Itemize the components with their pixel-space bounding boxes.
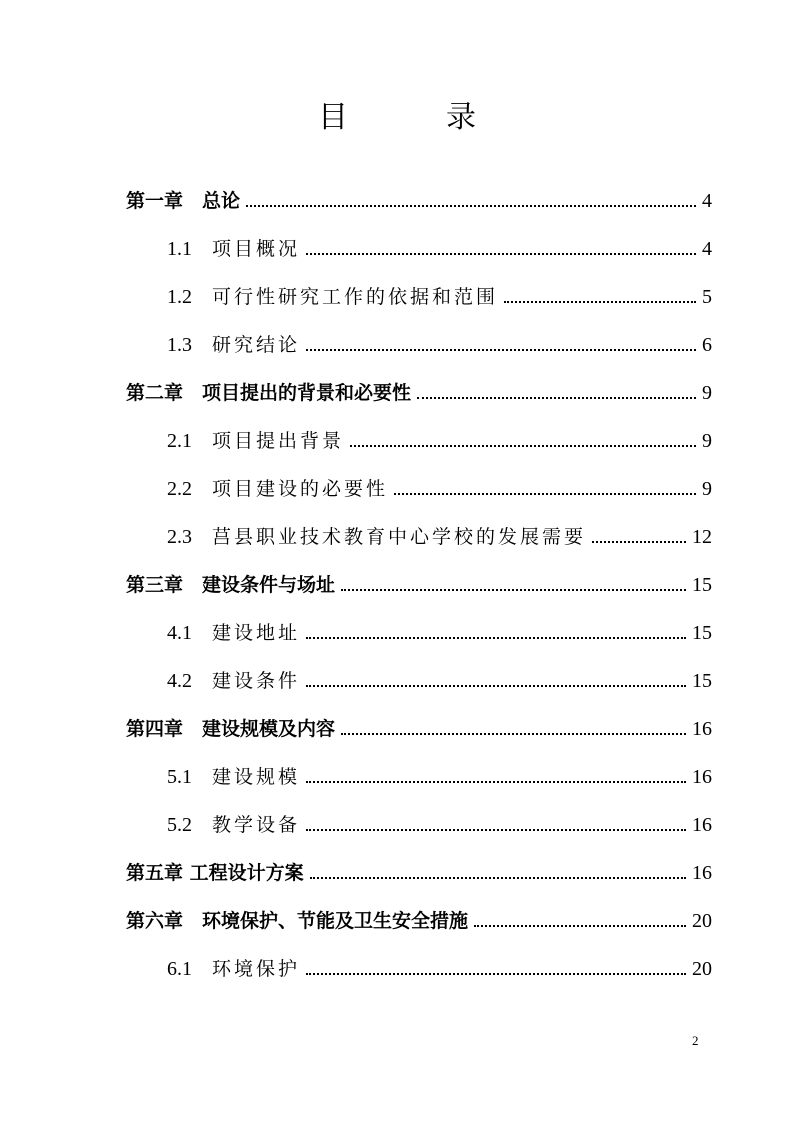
toc-chapter-row[interactable] <box>126 710 712 740</box>
toc-section-number: 5.1 <box>167 766 192 788</box>
toc-leader-dots <box>504 301 696 303</box>
toc-chapter-row[interactable] <box>126 374 712 404</box>
toc-section-number: 6.1 <box>167 958 192 980</box>
toc-page-number: 4 <box>702 238 712 260</box>
toc-page-number: 16 <box>692 718 712 740</box>
toc-leader-dots <box>306 253 696 255</box>
toc-section-row[interactable] <box>167 422 712 452</box>
toc-section-title: 项目提出背景 <box>212 430 345 452</box>
toc-leader-dots <box>306 637 686 639</box>
toc-section-title: 建设条件 <box>212 670 301 692</box>
toc-entry-label: 第五章 工程设计方案 <box>126 862 304 884</box>
toc-entry-label <box>167 238 300 260</box>
toc-entry-label <box>167 670 300 692</box>
toc-entry-label <box>167 814 300 836</box>
toc-entry-label <box>167 478 388 500</box>
toc-page-number: 9 <box>702 382 712 404</box>
toc-leader-dots <box>341 589 686 591</box>
toc-section-title: 环境保护 <box>212 958 301 980</box>
toc-entry-label: 第三章 建设条件与场址 <box>126 574 336 596</box>
page-number: 2 <box>692 1033 699 1048</box>
toc-section-title: 教学设备 <box>212 814 301 836</box>
toc-page-number: 4 <box>702 190 712 212</box>
toc-leader-dots <box>341 733 686 735</box>
toc-entry-label: 第四章 建设规模及内容 <box>126 718 336 740</box>
toc-page-number: 15 <box>692 670 712 692</box>
toc-section-row[interactable] <box>167 806 712 836</box>
toc-leader-dots <box>394 493 696 495</box>
toc-entry-label <box>167 622 300 644</box>
toc-entry-label: 第二章 项目提出的背景和必要性 <box>126 382 412 404</box>
toc-entry-label: 第一章 总论 <box>126 190 241 212</box>
toc-section-number: 2.3 <box>167 526 192 548</box>
toc-page-number: 15 <box>692 574 712 596</box>
toc-page-number: 20 <box>692 958 712 980</box>
toc-entry-label <box>167 286 498 308</box>
toc-entry-label <box>167 430 344 452</box>
toc-section-number: 4.2 <box>167 670 192 692</box>
toc-page-number: 5 <box>702 286 712 308</box>
toc-section-row[interactable] <box>167 662 712 692</box>
toc-section-row[interactable] <box>167 758 712 788</box>
toc-section-number: 1.2 <box>167 286 192 308</box>
toc-section-number: 2.2 <box>167 478 192 500</box>
toc-page-number: 16 <box>692 862 712 884</box>
toc-leader-dots <box>306 685 686 687</box>
toc-section-row[interactable] <box>167 518 712 548</box>
toc-leader-dots <box>306 829 686 831</box>
toc-page-number: 9 <box>702 430 712 452</box>
toc-entry-label <box>167 334 300 356</box>
toc-chapter-row[interactable] <box>126 902 712 932</box>
toc-section-row[interactable] <box>167 326 712 356</box>
toc-leader-dots <box>306 349 696 351</box>
toc-section-number: 1.3 <box>167 334 192 356</box>
toc-entry-label <box>167 526 586 548</box>
toc-chapter-row[interactable] <box>126 566 712 596</box>
toc-section-row[interactable] <box>167 950 712 980</box>
toc-leader-dots <box>246 205 696 207</box>
toc-section-row[interactable] <box>167 278 712 308</box>
toc-section-title: 建设规模 <box>212 766 301 788</box>
toc-section-row[interactable] <box>167 230 712 260</box>
toc-entry-label: 第六章 环境保护、节能及卫生安全措施 <box>126 910 469 932</box>
toc-section-number: 2.1 <box>167 430 192 452</box>
toc-page-number: 6 <box>702 334 712 356</box>
toc-page-number: 16 <box>692 766 712 788</box>
toc-section-title: 研究结论 <box>212 334 301 356</box>
toc-leader-dots <box>350 445 696 447</box>
toc-leader-dots <box>306 781 686 783</box>
toc-section-title: 项目概况 <box>212 238 301 260</box>
toc-leader-dots <box>310 877 686 879</box>
toc-leader-dots <box>592 541 686 543</box>
toc-section-row[interactable] <box>167 614 712 644</box>
toc-chapter-row[interactable] <box>126 182 712 212</box>
toc-section-row[interactable] <box>167 470 712 500</box>
toc-section-number: 1.1 <box>167 238 192 260</box>
toc-page-number: 16 <box>692 814 712 836</box>
toc-chapter-row[interactable] <box>126 854 712 884</box>
toc-entry-label <box>167 958 300 980</box>
toc-section-number: 5.2 <box>167 814 192 836</box>
toc-leader-dots <box>417 397 696 399</box>
toc-entry-label <box>167 766 300 788</box>
toc-page-number: 15 <box>692 622 712 644</box>
toc-section-title: 莒县职业技术教育中心学校的发展需要 <box>212 526 587 548</box>
toc-section-title: 建设地址 <box>212 622 301 644</box>
toc-section-title: 项目建设的必要性 <box>212 478 389 500</box>
toc-page-number: 9 <box>702 478 712 500</box>
toc-section-title: 可行性研究工作的依据和范围 <box>212 286 499 308</box>
toc-page-number: 20 <box>692 910 712 932</box>
toc-page-number: 12 <box>692 526 712 548</box>
toc-section-number: 4.1 <box>167 622 192 644</box>
toc-leader-dots <box>474 925 686 927</box>
toc-leader-dots <box>306 973 686 975</box>
page-title: 目 录 <box>318 100 510 135</box>
